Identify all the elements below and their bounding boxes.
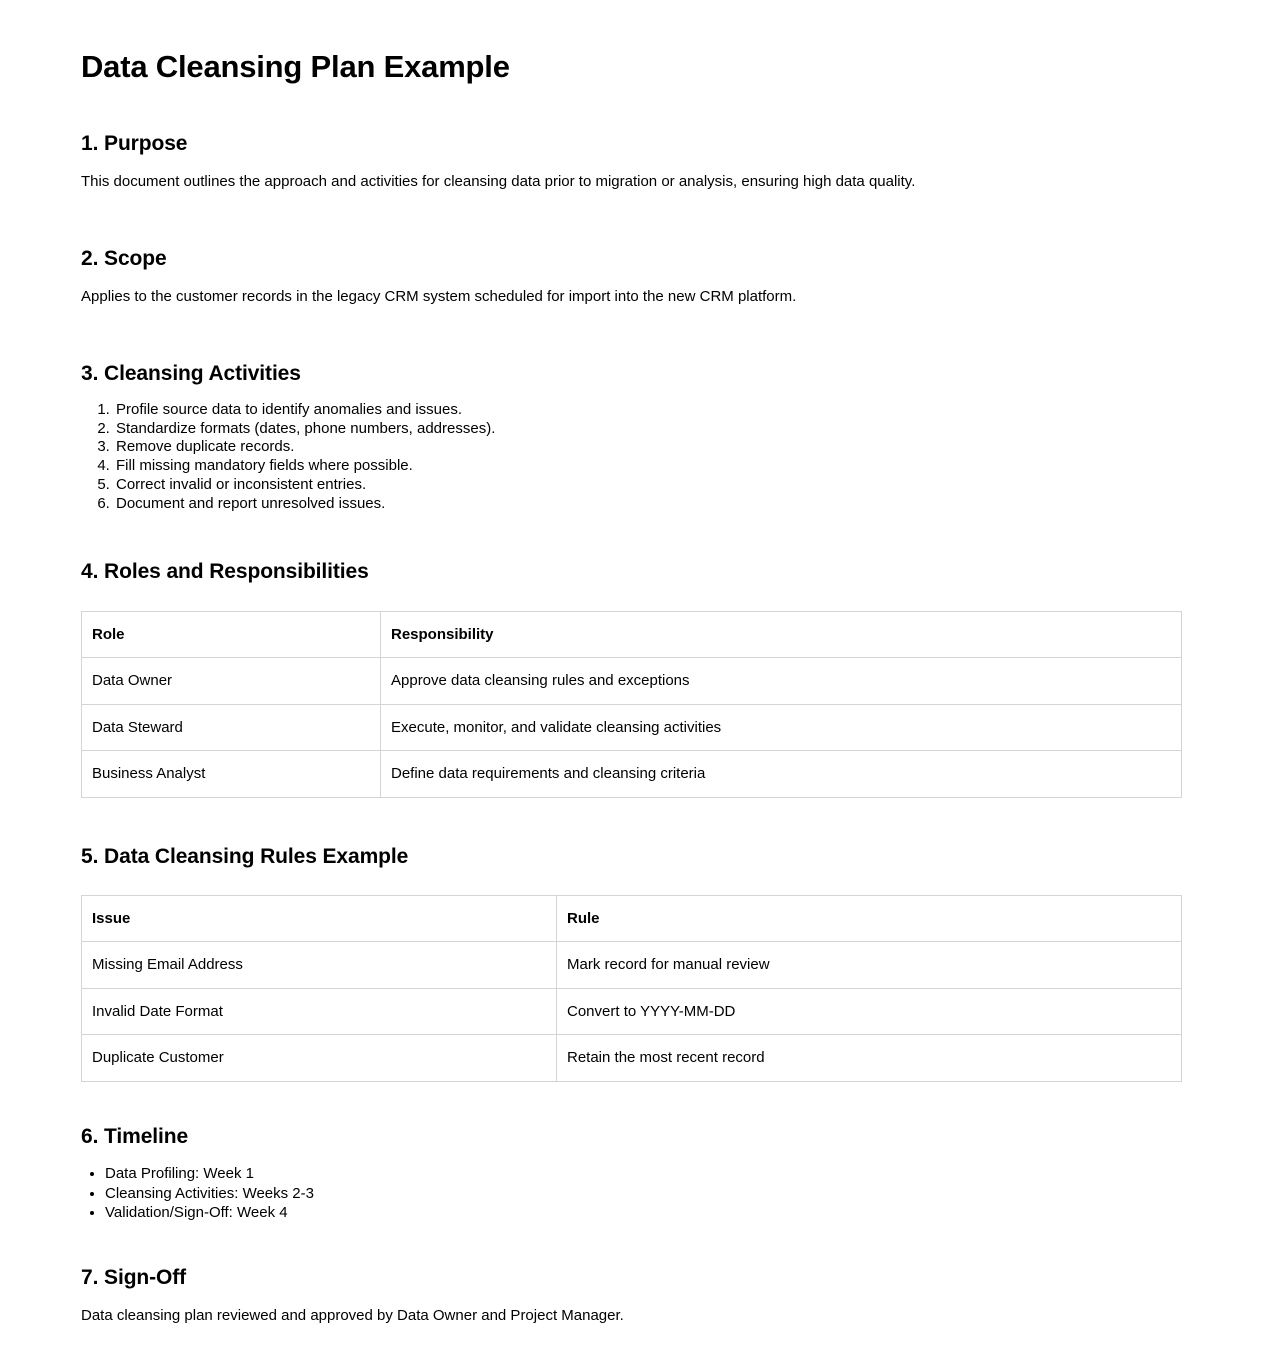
cell-rule: Retain the most recent record (557, 1035, 1182, 1082)
cell-responsibility: Approve data cleansing rules and exceptions (381, 658, 1182, 705)
list-item: • Cleansing Activities: Weeks 2-3 (105, 1184, 1182, 1204)
table-row (82, 1035, 1182, 1082)
column-header-issue: Issue (82, 895, 557, 942)
section-roles-responsibilities (81, 559, 1182, 797)
scope-text: Applies to the customer records in the legacy CRM system scheduled for import into the new CRM platform. (81, 288, 797, 306)
section-data-cleansing-rules (81, 844, 1182, 1082)
section-sign-off (81, 1265, 1182, 1328)
spacer (81, 309, 1182, 361)
list-item: 5. Correct invalid or inconsistent entries. (114, 476, 1182, 495)
column-header-role: Role (82, 611, 381, 658)
table-row (82, 942, 1182, 989)
spacer (81, 513, 1182, 559)
cell-issue: Missing Email Address (82, 942, 557, 989)
table-row (82, 658, 1182, 705)
cell-issue: Duplicate Customer (82, 1035, 557, 1082)
section-heading-roles-responsibilities: 4. Roles and Responsibilities (81, 560, 369, 584)
cell-rule: Mark record for manual review (557, 942, 1182, 989)
cleansing-activities-list (81, 401, 1182, 514)
cell-role: Data Owner (82, 658, 381, 705)
section-heading-cleansing-activities: 3. Cleansing Activities (81, 361, 301, 385)
cell-responsibility: Define data requirements and cleansing criteria (381, 751, 1182, 798)
list-item: 1. Profile source data to identify anomalies and issues. (114, 401, 1182, 420)
spacer (81, 798, 1182, 844)
list-item: • Data Profiling: Week 1 (105, 1164, 1182, 1184)
cell-issue: Invalid Date Format (82, 988, 557, 1035)
sign-off-text: Data cleansing plan reviewed and approved by Data Owner and Project Manager. (81, 1306, 624, 1324)
table-header-row (82, 611, 1182, 658)
list-item: 6. Document and report unresolved issues. (114, 495, 1182, 514)
section-cleansing-activities (81, 361, 1182, 514)
spacer (81, 1223, 1182, 1265)
section-heading-data-cleansing-rules: 5. Data Cleansing Rules Example (81, 844, 409, 868)
spacer (81, 1082, 1182, 1124)
purpose-text: This document outlines the approach and activities for cleansing data prior to migration or analysis, ensuring high data quality. (81, 173, 916, 191)
column-header-rule: Rule (557, 895, 1182, 942)
table-row (82, 988, 1182, 1035)
list-item: 4. Fill missing mandatory fields where possible. (114, 457, 1182, 476)
section-purpose (81, 131, 1182, 194)
section-timeline (81, 1124, 1182, 1223)
table-header-row (82, 895, 1182, 942)
roles-responsibilities-table (81, 611, 1182, 798)
cell-rule: Convert to YYYY-MM-DD (557, 988, 1182, 1035)
cell-role: Data Steward (82, 704, 381, 751)
page-title: Data Cleansing Plan Example (81, 49, 510, 84)
table-row (82, 751, 1182, 798)
spacer (81, 194, 1182, 246)
list-item: 3. Remove duplicate records. (114, 438, 1182, 457)
section-heading-purpose: 1. Purpose (81, 132, 188, 156)
cell-responsibility: Execute, monitor, and validate cleansing activities (381, 704, 1182, 751)
timeline-list (81, 1164, 1182, 1223)
section-heading-scope: 2. Scope (81, 246, 167, 270)
list-item: 2. Standardize formats (dates, phone numbers, addresses). (114, 420, 1182, 439)
list-item: • Validation/Sign-Off: Week 4 (105, 1203, 1182, 1223)
cell-role: Business Analyst (82, 751, 381, 798)
data-cleansing-rules-table (81, 895, 1182, 1082)
section-scope (81, 246, 1182, 309)
column-header-responsibility: Responsibility (381, 611, 1182, 658)
table-row (82, 704, 1182, 751)
section-heading-timeline: 6. Timeline (81, 1124, 189, 1148)
section-heading-sign-off: 7. Sign-Off (81, 1265, 187, 1289)
